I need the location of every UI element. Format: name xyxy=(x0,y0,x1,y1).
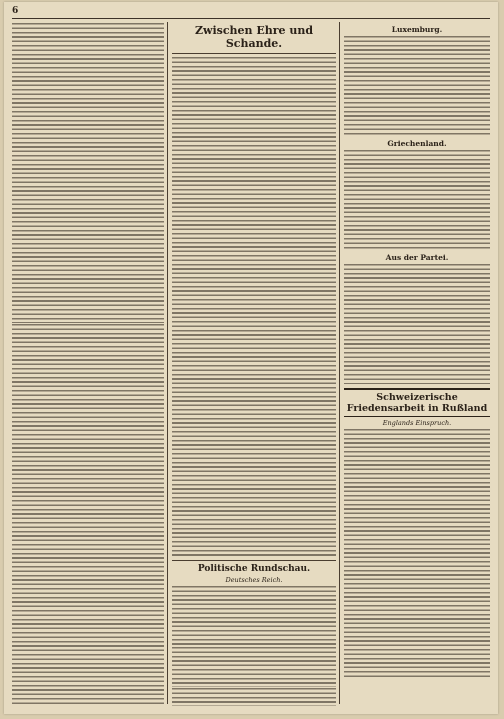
body-text-block xyxy=(344,36,490,136)
body-text-block xyxy=(172,688,336,706)
page-number: 6 xyxy=(12,6,19,16)
newspaper-page xyxy=(4,2,498,714)
box-subheading: Englands Einspruch. xyxy=(382,419,452,427)
column-1 xyxy=(12,22,164,706)
body-text-block xyxy=(344,264,490,384)
body-text-block xyxy=(344,150,490,250)
box-headline: Schweizerische Friedensarbeit in Rußland xyxy=(344,388,490,417)
body-text-block xyxy=(172,57,336,557)
column-divider xyxy=(339,22,340,704)
body-text-block xyxy=(12,23,164,323)
body-text-block xyxy=(344,429,490,679)
header-rule xyxy=(12,18,490,19)
body-text-block xyxy=(12,324,164,704)
section-heading: Aus der Partei. xyxy=(385,253,449,262)
body-text-block xyxy=(172,586,336,646)
section-heading: Luxemburg. xyxy=(391,25,443,34)
divider xyxy=(172,560,336,561)
article-headline: Zwischen Ehre und Schande. xyxy=(194,24,314,50)
divider xyxy=(172,53,336,54)
column-2 xyxy=(172,22,336,706)
column-divider xyxy=(167,22,168,704)
body-text-block xyxy=(172,647,336,687)
section-heading: Griechenland. xyxy=(387,139,447,148)
subsection-heading: Deutsches Reich. xyxy=(225,576,283,584)
column-3 xyxy=(344,22,490,706)
section-heading: Politische Rundschau. xyxy=(197,564,311,574)
